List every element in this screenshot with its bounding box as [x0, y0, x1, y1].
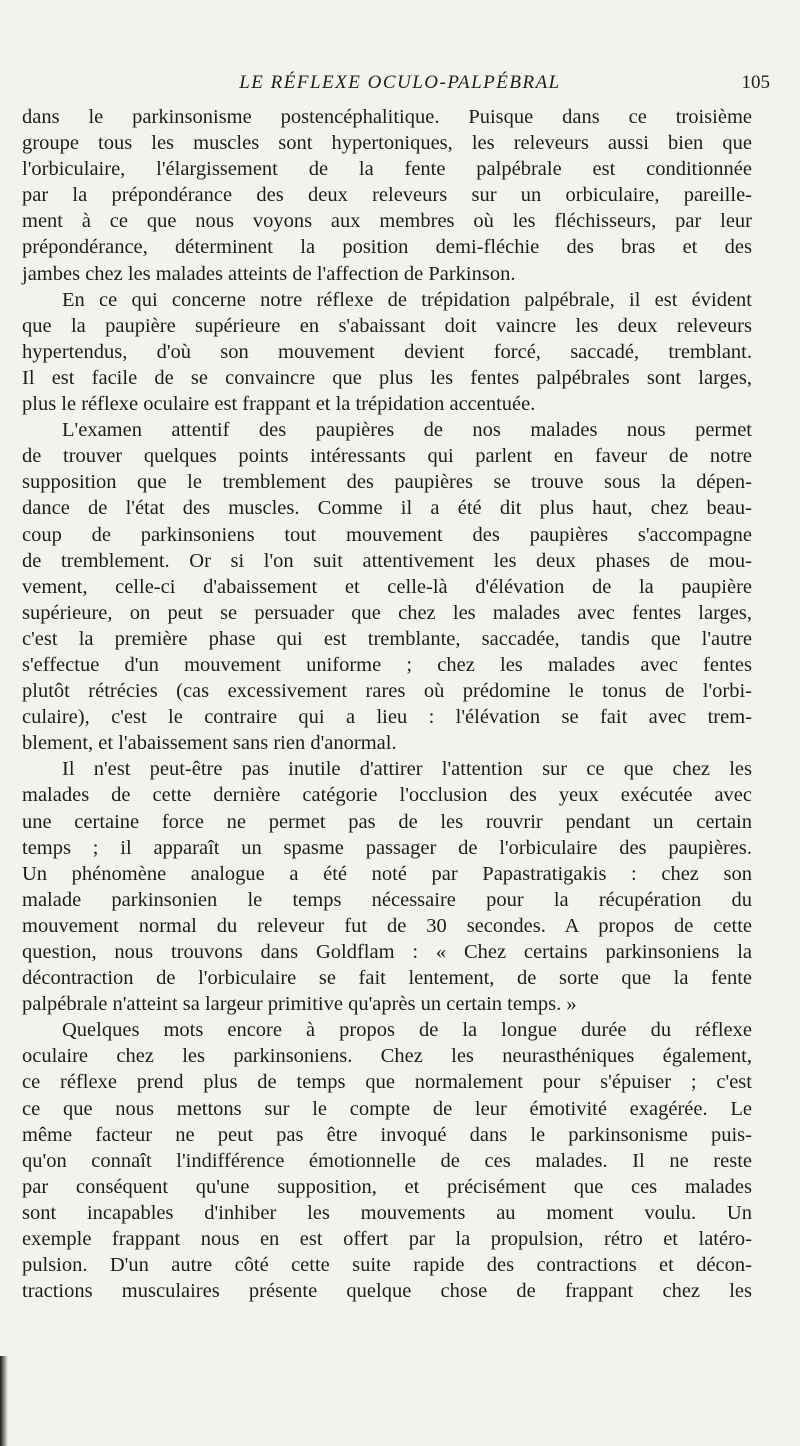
text-line: même facteur ne peut pas être invoqué dans le parkinsonisme puis-: [22, 1123, 752, 1146]
text-line: décontraction de l'orbiculaire se fait lentement, de sorte que la fente: [22, 967, 752, 990]
text-line: malade parkinsonien le temps nécessaire pour la récupération du: [22, 888, 752, 911]
text-line: malades de cette dernière catégorie l'occlusion des yeux exécutée avec: [22, 784, 752, 807]
text-line: L'examen attentif des paupières de nos malades nous permet: [62, 419, 752, 442]
text-line: une certaine force ne permet pas de les rouvrir pendant un certain: [22, 810, 752, 833]
text-line: de trouver quelques points intéressants qui parlent en faveur de notre: [22, 445, 752, 468]
text-line: temps ; il apparaît un spasme passager de l'orbiculaire des paupières.: [22, 836, 752, 859]
text-line: question, nous trouvons dans Goldflam : « Chez certains parkinsoniens la: [22, 941, 752, 963]
text-line: palpébrale n'atteint sa largeur primitive qu'après un certain temps. »: [22, 993, 577, 1016]
text-line: Quelques mots encore à propos de la longue durée du réflexe: [62, 1019, 752, 1042]
text-line: qu'on connaît l'indifférence émotionnelle de ces malades. Il ne reste: [22, 1149, 752, 1172]
text-line: oculaire chez les parkinsoniens. Chez les neurasthéniques également,: [22, 1045, 752, 1068]
text-line: pulsion. D'un autre côté cette suite rapide des contractions et décon-: [22, 1254, 752, 1277]
text-line: Un phénomène analogue a été noté par Papastratigakis : chez son: [22, 862, 752, 885]
text-line: ce réflexe prend plus de temps que normalement pour s'épuiser ; c'est: [22, 1071, 752, 1094]
text-line: Il n'est peut-être pas inutile d'attirer l'attention sur ce que chez les: [62, 758, 752, 781]
text-line: plutôt rétrécies (cas excessivement rares où prédomine le tonus de l'orbi-: [22, 680, 752, 703]
running-title: LE RÉFLEXE OCULO-PALPÉBRAL: [239, 72, 561, 93]
text-line: ment à ce que nous voyons aux membres où les fléchisseurs, par leur: [22, 210, 752, 233]
page-number: 105: [741, 72, 770, 93]
text-line: l'orbiculaire, l'élargissement de la fente palpébrale est conditionnée: [22, 158, 752, 181]
text-line: supposition que le tremblement des paupières se trouve sous la dépen-: [22, 471, 752, 494]
text-line: blement, et l'abaissement sans rien d'anormal.: [22, 732, 397, 755]
text-line: mouvement normal du releveur fut de 30 secondes. A propos de cette: [22, 914, 752, 937]
text-line: hypertendus, d'où son mouvement devient forcé, saccadé, tremblant.: [22, 340, 752, 363]
text-line: par la prépondérance des deux releveurs sur un orbiculaire, pareille-: [22, 184, 752, 207]
text-line: c'est la première phase qui est tremblante, saccadée, tandis que l'autre: [22, 627, 752, 650]
text-line: s'effectue d'un mouvement uniforme ; chez les malades avec fentes: [22, 653, 752, 676]
text-line: sont incapables d'inhiber les mouvements au moment voulu. Un: [22, 1201, 752, 1224]
text-line: En ce qui concerne notre réflexe de trépidation palpébrale, il est évident: [62, 288, 752, 311]
text-line: prépondérance, déterminent la position demi-fléchie des bras et des: [22, 236, 752, 259]
text-line: coup de parkinsoniens tout mouvement des paupières s'accompagne: [22, 523, 752, 546]
text-line: culaire), c'est le contraire qui a lieu : l'élévation se fait avec trem-: [22, 706, 752, 729]
text-line: groupe tous les muscles sont hypertoniques, les releveurs aussi bien que: [22, 132, 752, 155]
text-line: par conséquent qu'une supposition, et précisément que ces malades: [22, 1175, 752, 1198]
text-line: dance de l'état des muscles. Comme il a été dit plus haut, chez beau-: [22, 497, 752, 520]
text-line: dans le parkinsonisme postencéphalitique. Puisque dans ce troisième: [22, 106, 752, 128]
text-line: ce que nous mettons sur le compte de leur émotivité exagérée. Le: [22, 1097, 752, 1120]
page-header: [0, 72, 800, 98]
text-line: plus le réflexe oculaire est frappant et la trépidation accentuée.: [22, 393, 536, 416]
text-line: supérieure, on peut se persuader que chez les malades avec fentes larges,: [22, 601, 752, 624]
text-line: exemple frappant nous en est offert par la propulsion, rétro et latéro-: [22, 1228, 752, 1251]
text-line: tractions musculaires présente quelque chose de frappant chez les: [22, 1280, 752, 1303]
text-line: vement, celle-ci d'abaissement et celle-là d'élévation de la paupière: [22, 575, 752, 598]
page-edge-shadow: [0, 1356, 8, 1446]
text-line: Il est facile de se convaincre que plus les fentes palpébrales sont larges,: [22, 366, 752, 389]
text-line: que la paupière supérieure en s'abaissant doit vaincre les deux releveurs: [22, 314, 752, 337]
body-text: [22, 104, 752, 1304]
text-line: de tremblement. Or si l'on suit attentivement les deux phases de mou-: [22, 549, 752, 572]
text-line: jambes chez les malades atteints de l'affection de Parkinson.: [22, 262, 516, 285]
